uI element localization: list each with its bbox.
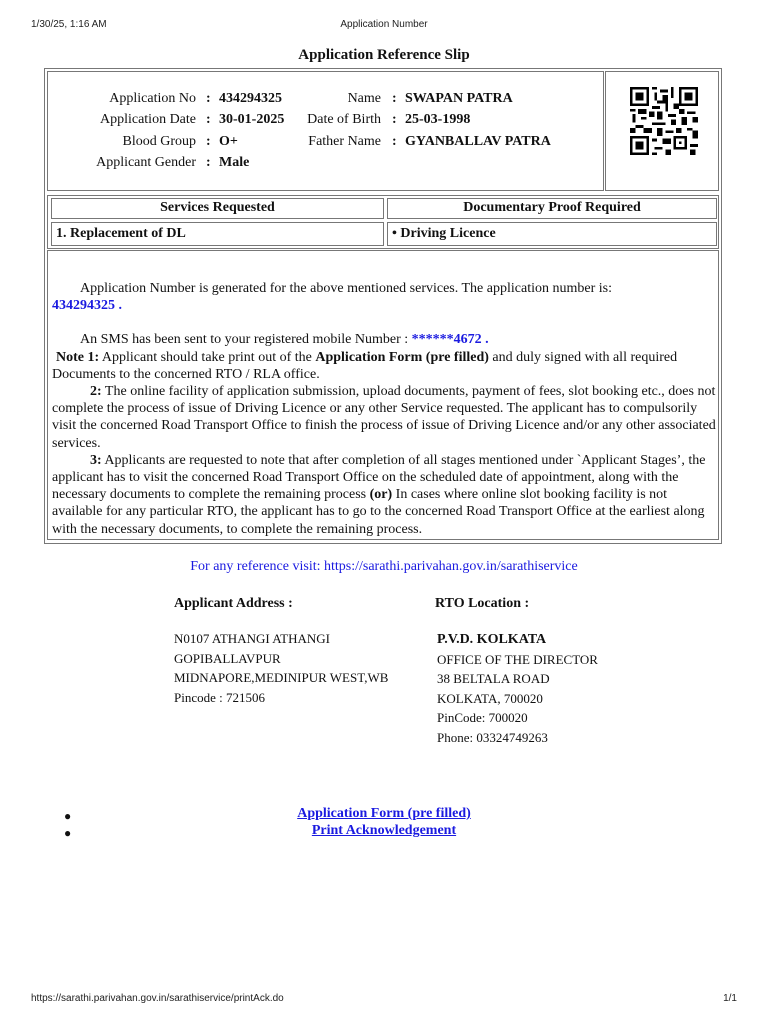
address-line-1: N0107 ATHANGI ATHANGI [174, 631, 330, 646]
application-date-label: Application Date [99, 112, 196, 127]
blood-group-value: O+ [219, 134, 238, 149]
colon: : [206, 91, 211, 106]
gender-value: Male [219, 155, 250, 170]
rto-location-heading: RTO Location : [435, 596, 530, 611]
applicant-address-heading: Applicant Address : [174, 596, 293, 611]
colon: : [206, 112, 211, 127]
application-no-label: Application No [109, 91, 196, 106]
note1-label: Note 1: [56, 349, 100, 365]
name-value: SWAPAN PATRA [405, 91, 513, 106]
rto-line-3: KOLKATA, 700020 [437, 690, 543, 706]
application-no-value: 434294325 [219, 91, 282, 106]
note3-text-a: Applicants are requested to note that after completion of all stages mentioned under `Applicant Stages’, the applicant has to visit the concerned Road Transport Office on the scheduled date of appointment, along with the necessary documents to complete the remaining process [52, 452, 706, 503]
applicant-address [174, 629, 388, 707]
link-item-print-ack [0, 823, 768, 839]
note3-or: (or) [369, 487, 393, 503]
bullet: ● [64, 809, 72, 823]
row-gender [0, 154, 768, 172]
application-date-value: 30-01-2025 [219, 112, 285, 127]
note2-text: The online facility of application submission, upload documents, payment of fees, slot booking etc., does not complete the process of issue of Driving Licence or any other Service requested. The applicant has to compulsorily visit the concerned Road Transport Office to finish the process of issue of Driving Licence and/or any other associated services. [52, 384, 716, 451]
father-name-label: Father Name [308, 134, 381, 149]
colon: : [392, 91, 397, 106]
address-line-3: MIDNAPORE,MEDINIPUR WEST,WB [174, 670, 389, 685]
proof-cell: • Driving Licence [387, 222, 717, 246]
print-acknowledgement-link[interactable]: Print Acknowledgement [311, 823, 457, 838]
colon: : [392, 112, 397, 127]
name-label: Name [347, 91, 381, 106]
address-line-2: GOPIBALLAVPUR [174, 650, 281, 666]
qr-code-image [630, 87, 698, 155]
note1-bold: Application Form (pre filled) [315, 349, 489, 365]
colon: : [206, 134, 211, 149]
rto-line-1: OFFICE OF THE DIRECTOR [437, 651, 598, 667]
father-name-value: GYANBALLAV PATRA [405, 134, 551, 149]
generated-text: Application Number is generated for the above mentioned services. The application number is: [80, 281, 612, 296]
note3-text-b: In cases where online slot booking facility is not available for any particular RTO, the applicant has to go to the concerned Road Transport Office at the earliest along with the necessary documents, to complete the remaining process. [52, 487, 705, 537]
sms-paragraph [52, 331, 718, 348]
link-item-application-form [0, 806, 768, 822]
print-header [0, 19, 768, 33]
proof-header: Documentary Proof Required [387, 198, 717, 219]
gender-label: Applicant Gender [96, 155, 196, 170]
note-2 [52, 383, 718, 452]
application-number-highlight: 434294325 . [52, 298, 122, 314]
print-page-number: 1/1 [723, 993, 737, 1004]
colon: : [206, 155, 211, 170]
application-form-link[interactable]: Application Form (pre filled) [297, 806, 471, 821]
print-footer [0, 993, 768, 1007]
note-3 [52, 452, 718, 538]
rto-address [437, 630, 598, 747]
print-datetime: 1/30/25, 1:16 AM [31, 19, 107, 30]
note1-text-b: and duly signed with all required Documents to the concerned RTO / RLA office. [52, 349, 678, 382]
rto-phone: Phone: 03324749263 [437, 729, 548, 745]
print-page-title: Application Number [340, 19, 428, 30]
note3-label: 3: [90, 452, 102, 468]
rto-pincode: PinCode: 700020 [437, 710, 528, 725]
rto-name: P.V.D. KOLKATA [437, 632, 547, 647]
services-header: Services Requested [51, 198, 384, 219]
notes-content [52, 280, 718, 538]
blood-group-label: Blood Group [122, 134, 196, 149]
address-pincode: Pincode : 721506 [174, 689, 265, 705]
sms-text: An SMS has been sent to your registered mobile Number : [80, 332, 409, 348]
note1-text-a: Applicant should take print out of the [101, 349, 312, 365]
note-1 [52, 349, 718, 383]
applicant-info-box [47, 71, 604, 191]
generated-paragraph [52, 280, 718, 314]
mobile-number: ******4672 . [411, 332, 489, 348]
reference-line: For any reference visit: https://sarathi.parivahan.gov.in/sarathiservice [190, 559, 578, 574]
bullet: ● [64, 826, 72, 840]
dob-value: 25-03-1998 [405, 112, 471, 127]
print-url: https://sarathi.parivahan.gov.in/sarathiservice/printAck.do [31, 993, 284, 1004]
service-cell: 1. Replacement of DL [51, 222, 384, 246]
rto-line-2: 38 BELTALA ROAD [437, 671, 550, 686]
dob-label: Date of Birth [307, 112, 381, 127]
slip-title: Application Reference Slip [298, 47, 470, 63]
colon: : [392, 134, 397, 149]
note2-label: 2: [90, 384, 102, 400]
